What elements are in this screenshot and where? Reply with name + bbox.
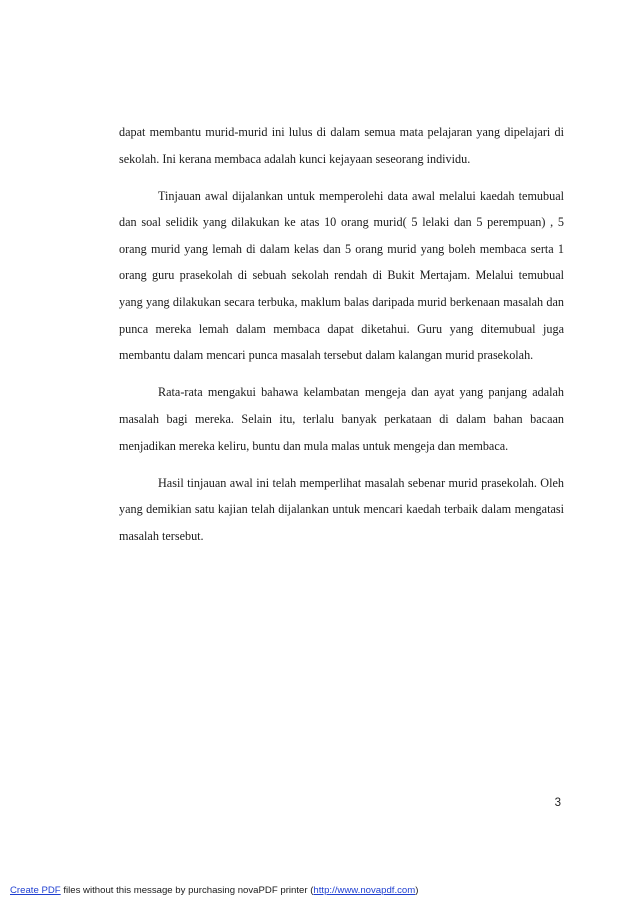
paragraph-rata-rata: Rata-rata mengakui bahawa kelambatan mengeja dan ayat yang panjang adalah masalah bagi mereka. Selain itu, terlalu banyak perkataan di dalam bahan bacaan menjadikan mereka keliru, buntu dan mula malas untuk mengeja dan membaca.: [119, 385, 564, 453]
novapdf-footer: [10, 885, 418, 896]
body-text: [119, 119, 564, 560]
paragraph-hasil-tinjauan: Hasil tinjauan awal ini telah memperlihat masalah sebenar murid prasekolah. Oleh yang demikian satu kajian telah dijalankan untuk mencari kaedah terbaik dalam mengatasi masalah tersebut.: [119, 475, 564, 543]
paragraph-tinjauan-awal: Tinjauan awal dijalankan untuk memperolehi data awal melalui kaedah temubual dan soal selidik yang dilakukan ke atas 10 orang murid( 5 lelaki dan 5 perempuan) , 5 orang murid yang lemah di dalam kelas dan 5 orang murid yang boleh membaca serta 1 orang guru prasekolah di sebuah sekolah rendah di Bukit Mertajam. Melalui temubual yang yang dilakukan secara terbuka, maklum balas daripada murid berkenaan masalah dan punca mereka lemah dalam membaca dapat diketahui. Guru yang ditemubual juga membantu dalam mencari punca masalah tersebut dalam kalangan murid prasekolah.: [119, 188, 564, 363]
footer-text-2: ): [415, 885, 419, 896]
create-pdf-link[interactable]: Create PDF: [10, 885, 61, 896]
page-number: 3: [554, 797, 561, 809]
paragraph-continuation: dapat membantu murid-murid ini lulus di dalam semua mata pelajaran yang dipelajari di sekolah. Ini kerana membaca adalah kunci kejayaan seseorang individu.: [119, 125, 564, 166]
novapdf-url-link[interactable]: http://www.novapdf.com: [313, 885, 416, 896]
footer-text-1: files without this message by purchasing novaPDF printer (: [60, 885, 314, 896]
